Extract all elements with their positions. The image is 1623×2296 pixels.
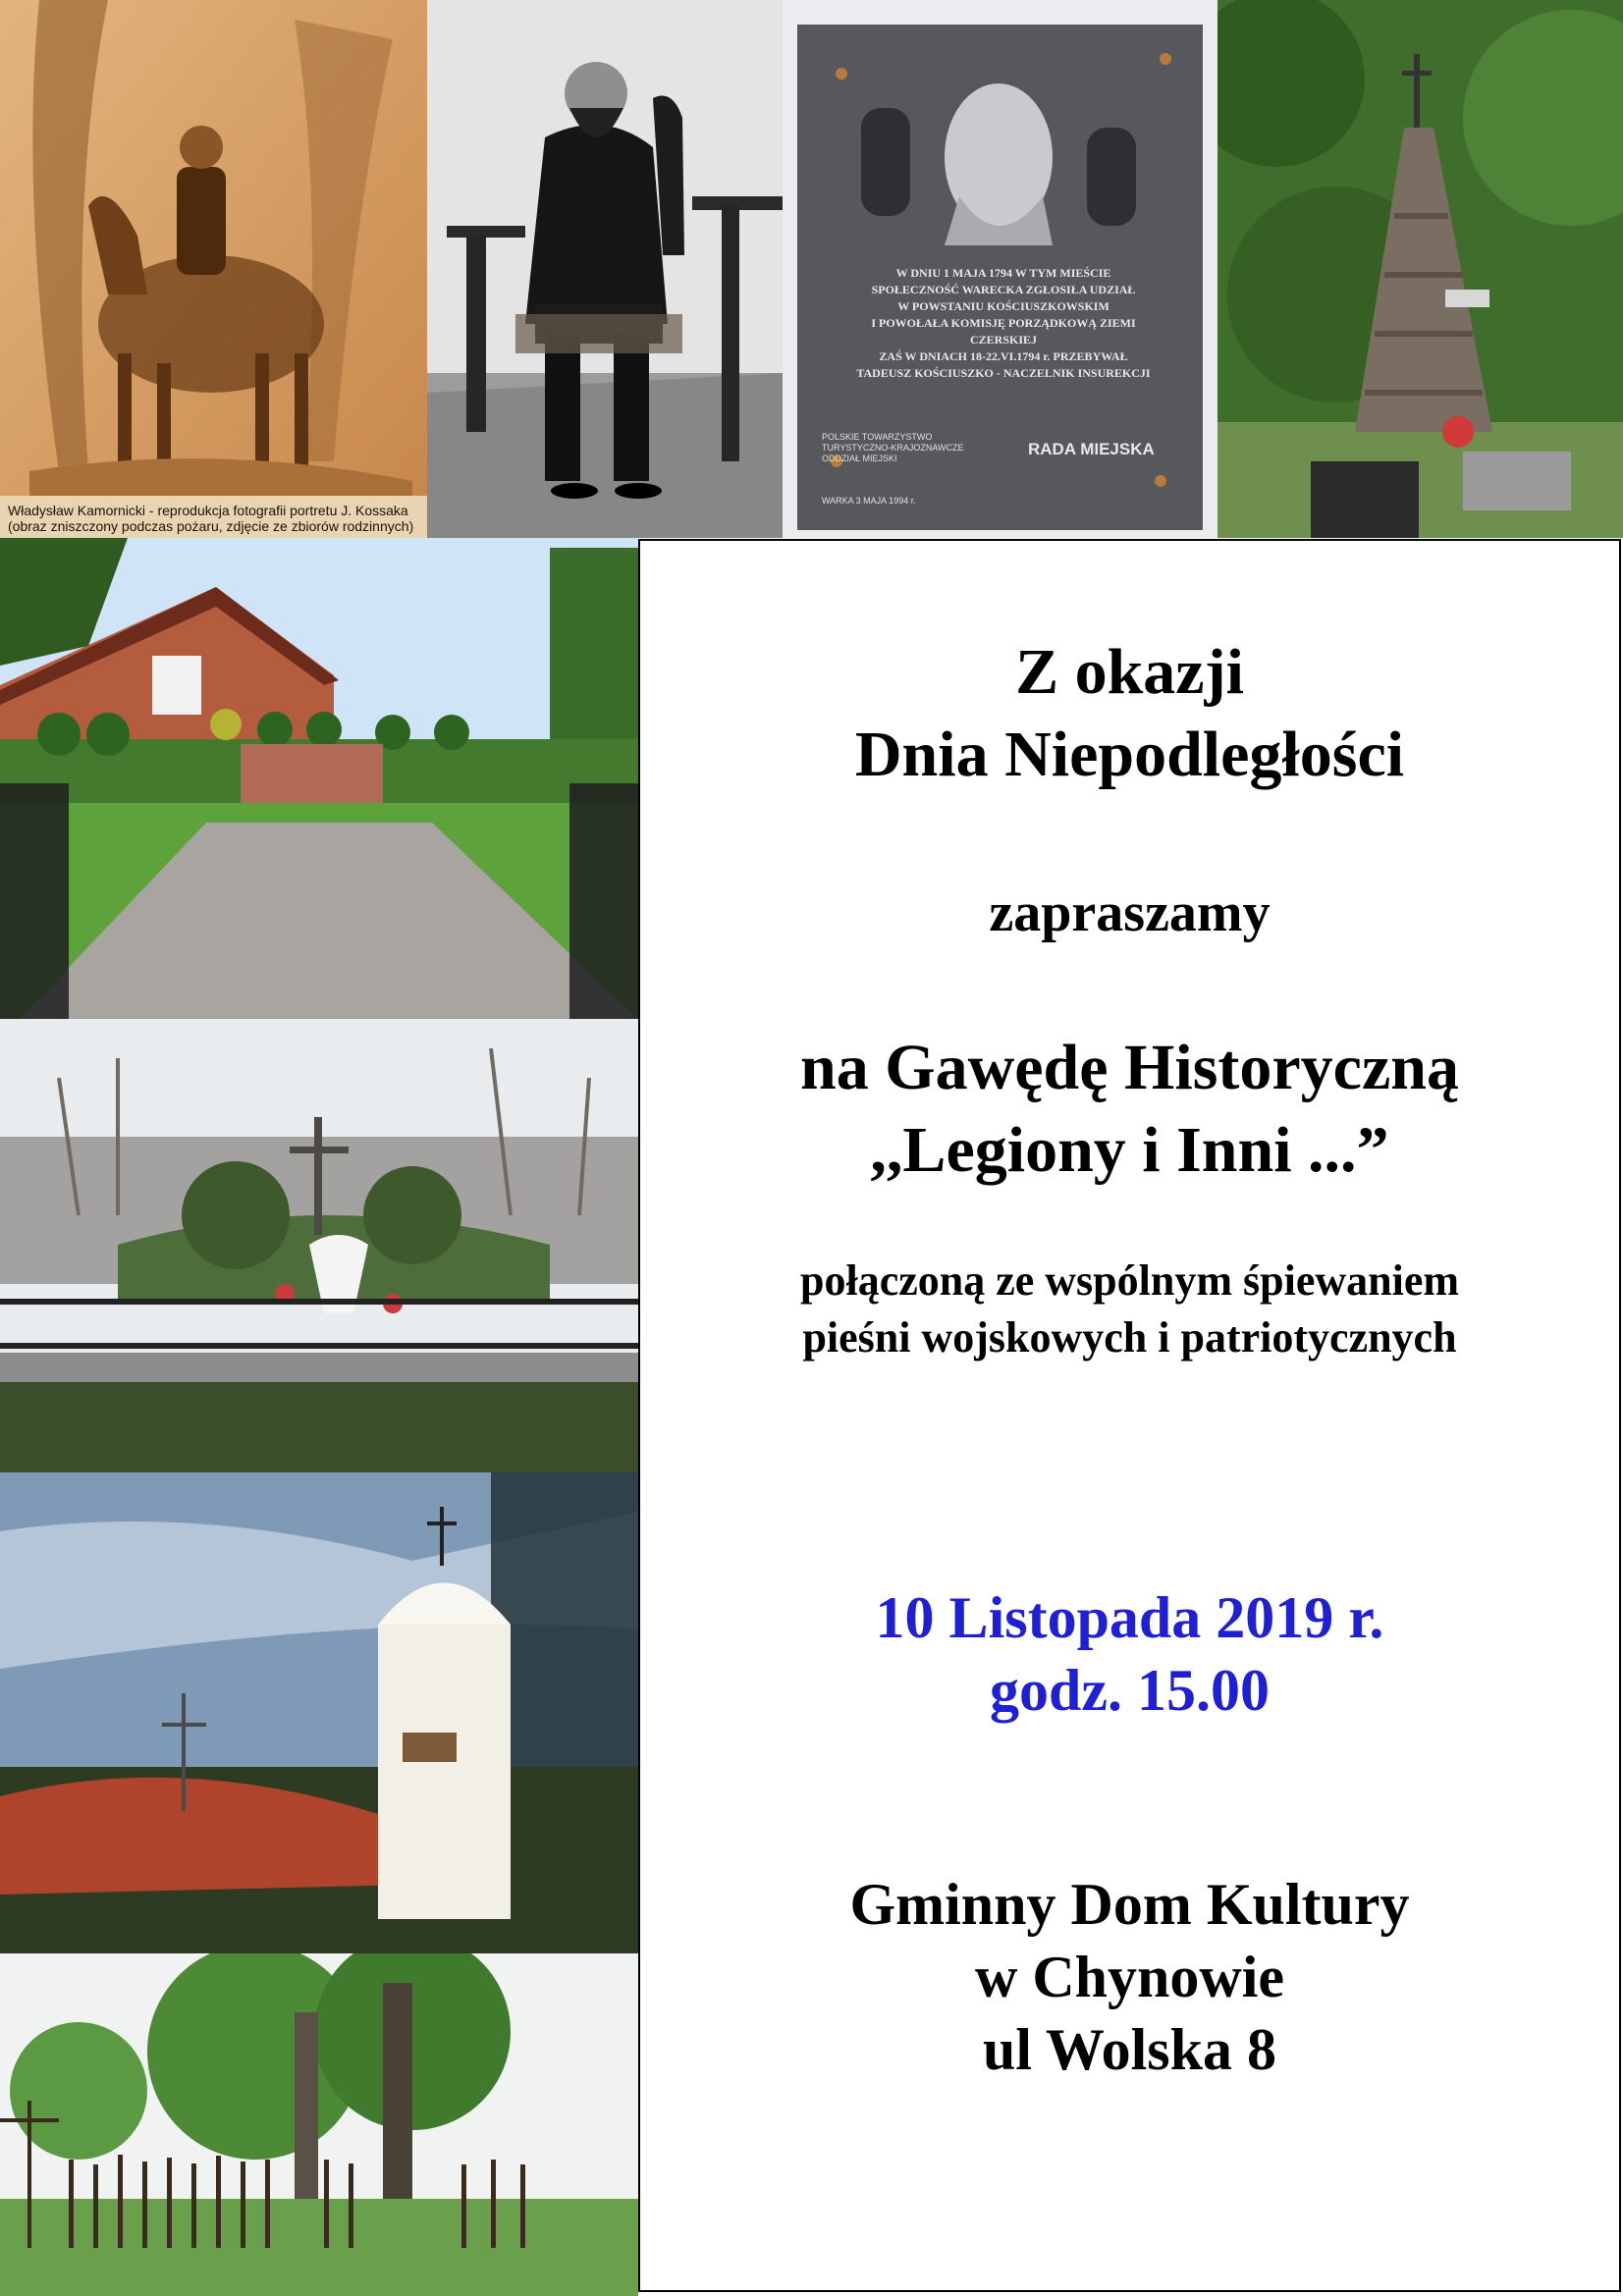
photo-kosciuszko-plaque [783, 0, 1217, 538]
venue-line-2: w Chynowie [974, 1945, 1285, 2009]
event-venue [640, 1868, 1619, 2086]
event-date: 10 Listopada 2019 r. [875, 1585, 1384, 1650]
occasion-heading [640, 631, 1619, 796]
event-details [640, 1253, 1619, 1366]
detail-line-2: pieśni wojskowych i patriotycznych [802, 1313, 1457, 1362]
plaque-text [841, 265, 1165, 382]
plaque-line-6: TADEUSZ KOŚCIUSZKO - NACZELNIK INSUREKCJI [856, 366, 1151, 380]
invite-text: zapraszamy [989, 882, 1271, 943]
event-heading [640, 1027, 1619, 1192]
photo-seated-man [427, 0, 783, 538]
plaque-line-2: SPOŁECZNOŚĆ WARECKA ZGŁOSIŁA UDZIAŁ [871, 283, 1136, 296]
photo-white-shrine [0, 1472, 638, 1953]
plaque-line-5: ZAŚ W DNIACH 18-22.VI.1794 r. PRZEBYWAŁ [879, 349, 1128, 363]
occasion-line-1: Z okazji [1015, 636, 1244, 708]
plaque-council: RADA MIEJSKA [1028, 440, 1155, 458]
plaque-society: POLSKIE TOWARZYSTWO TURYSTYCZNO-KRAJOZNAWCZE ODDZIAŁ MIEJSKI [822, 432, 964, 463]
photo-cemetery-crosses [0, 1953, 638, 2296]
detail-line-1: połączoną ze wspólnym śpiewaniem [800, 1256, 1459, 1305]
portrait-caption-line-2: (obraz zniszczony podczas pożaru, zdjęcie ze zbiorów rodzinnych) [8, 518, 414, 534]
plaque-date: WARKA 3 MAJA 1994 r. [822, 496, 916, 506]
venue-line-3: ul Wolska 8 [982, 2017, 1277, 2082]
photo-stone-monument [1217, 0, 1623, 538]
portrait-caption-line-1: Władysław Kamornicki - reprodukcja fotografii portretu J. Kossaka [8, 503, 408, 518]
photo-horse-portrait [0, 0, 427, 538]
occasion-line-2: Dnia Niepodległości [854, 719, 1405, 790]
photo-eagle-monument [0, 1019, 638, 1472]
event-datetime [640, 1581, 1619, 1727]
plaque-line-1: W DNIU 1 MAJA 1794 W TYM MIEŚCIE [895, 266, 1111, 280]
venue-line-1: Gminny Dom Kultury [849, 1872, 1410, 1937]
plaque-line-4: I POWOŁAŁA KOMISJĘ PORZĄDKOWĄ ZIEMI CZERSKIEJ [871, 316, 1136, 347]
invitation-panel [638, 539, 1621, 2292]
event-line-1: na Gawędę Historyczną [800, 1032, 1459, 1103]
portrait-caption [8, 503, 419, 534]
event-time: godz. 15.00 [990, 1658, 1270, 1723]
event-line-2: ,,Legiony i Inni ...” [870, 1114, 1389, 1186]
photo-memorial-house [0, 538, 638, 1019]
plaque-line-3: W POWSTANIU KOŚCIUSZKOWSKIM [897, 299, 1109, 313]
